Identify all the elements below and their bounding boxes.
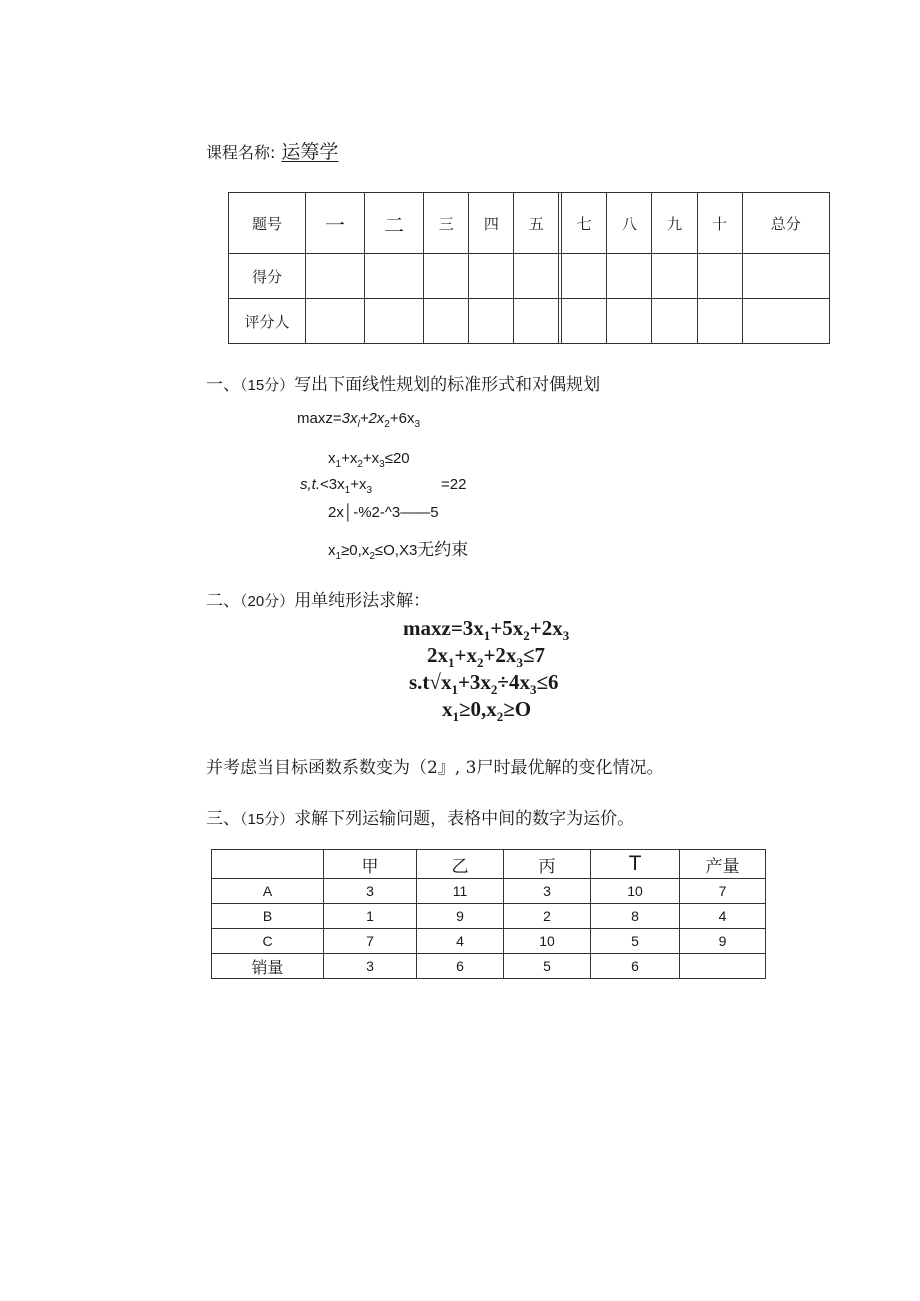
score-cell <box>514 254 559 299</box>
grader-cell <box>742 299 829 344</box>
course-header <box>206 137 338 164</box>
transport-cell: 5 <box>591 929 680 954</box>
q1-constraint-4: $x_1\ge 0,x_2\le O,X3$无约束 <box>328 540 469 562</box>
transport-cell: 4 <box>680 904 766 929</box>
transport-cell: 9 <box>680 929 766 954</box>
score-row-label: 题号 <box>229 193 306 254</box>
grader-cell <box>469 299 514 344</box>
transport-header-cell: 乙 <box>417 850 504 879</box>
q1-number: 一、 <box>206 375 240 395</box>
q2-points: （20分） <box>240 593 295 610</box>
score-col-header: 三 <box>424 193 469 254</box>
q2-constraint-2: $s.t√x_1+3x_2\div 4x_3\le 6$ <box>409 670 559 698</box>
grader-cell <box>697 299 742 344</box>
score-cell <box>742 254 829 299</box>
score-col-header: 八 <box>607 193 652 254</box>
score-cell <box>697 254 742 299</box>
transport-header-cell <box>212 850 324 879</box>
transport-row-label: A <box>212 879 324 904</box>
score-col-header: 四 <box>469 193 514 254</box>
q2-constraint-3: $x_1\ge 0,x_2\ge O$ <box>442 697 532 725</box>
transport-header-row <box>212 850 766 879</box>
score-row-label: 得分 <box>229 254 306 299</box>
score-col-header: 一 <box>306 193 365 254</box>
grader-row <box>229 299 830 344</box>
transport-header-cell: 甲 <box>324 850 417 879</box>
q2-heading <box>206 586 430 611</box>
transport-header-cell: T <box>591 850 680 879</box>
transport-table <box>211 849 766 979</box>
score-col-header: 十 <box>697 193 742 254</box>
transport-row-label: 销量 <box>212 954 324 979</box>
transport-cell: 6 <box>591 954 680 979</box>
course-label: 课程名称: <box>206 143 276 162</box>
q1-heading <box>206 370 600 395</box>
q1-objective: $\max z=3x_l+2x_2+6x_3$ <box>297 410 421 430</box>
transport-cell: 11 <box>417 879 504 904</box>
score-cell <box>652 254 697 299</box>
transport-cell <box>680 954 766 979</box>
transport-cell: 10 <box>591 879 680 904</box>
q3-number: 三、 <box>206 809 240 829</box>
score-cell <box>424 254 469 299</box>
transport-cell: 4 <box>417 929 504 954</box>
q3-prompt: 求解下列运输问题，表格中间的数字为运价。 <box>294 809 635 829</box>
transport-cell: 5 <box>504 954 591 979</box>
q2-constraint-1: $2x_1+x_2+2x_3\le 7$ <box>427 643 545 671</box>
transport-cell: 3 <box>324 954 417 979</box>
transport-header-cell: 产量 <box>680 850 766 879</box>
transport-row <box>212 929 766 954</box>
q2-number: 二、 <box>206 591 240 611</box>
q2-note: 并考虑当目标函数系数变为（2』, 3尸时最优解的变化情况。 <box>206 758 664 778</box>
q1-points: （15分） <box>240 377 295 394</box>
transport-cell: 10 <box>504 929 591 954</box>
grader-cell <box>607 299 652 344</box>
transport-row-label: C <box>212 929 324 954</box>
q3-points: （15分） <box>240 811 295 828</box>
transport-cell: 7 <box>324 929 417 954</box>
score-cell <box>562 254 607 299</box>
score-row <box>229 254 830 299</box>
score-header-row <box>229 193 830 254</box>
grader-cell <box>306 299 365 344</box>
transport-cell: 8 <box>591 904 680 929</box>
transport-cell: 1 <box>324 904 417 929</box>
score-table <box>228 192 830 344</box>
score-col-header: 七 <box>562 193 607 254</box>
score-cell <box>365 254 424 299</box>
transport-cell: 3 <box>324 879 417 904</box>
transport-cell: 9 <box>417 904 504 929</box>
score-cell <box>607 254 652 299</box>
transport-cell: 3 <box>504 879 591 904</box>
q1-constraint-2: $s,t.<3x_1+x_3$ <box>300 476 373 496</box>
transport-cell: 7 <box>680 879 766 904</box>
transport-row <box>212 879 766 904</box>
grader-cell <box>514 299 559 344</box>
grader-cell <box>424 299 469 344</box>
score-col-header: 九 <box>652 193 697 254</box>
score-cell <box>469 254 514 299</box>
q2-objective: $\max z=3x_1+5x_2+2x_3$ <box>403 616 570 644</box>
score-cell <box>306 254 365 299</box>
q1-constraint-2-rhs: =22 <box>441 476 467 493</box>
transport-row <box>212 904 766 929</box>
transport-cell: 6 <box>417 954 504 979</box>
transport-header-cell: 丙 <box>504 850 591 879</box>
transport-cell: 2 <box>504 904 591 929</box>
score-col-header: 总分 <box>742 193 829 254</box>
q1-constraint-3: 2x│-%2-^3——5 <box>328 504 439 521</box>
transport-row-label: B <box>212 904 324 929</box>
course-name: 运筹学 <box>281 141 339 163</box>
grader-cell <box>365 299 424 344</box>
q1-prompt: 写出下面线性规划的标准形式和对偶规划 <box>294 375 601 395</box>
transport-row <box>212 954 766 979</box>
score-col-header: 二 <box>365 193 424 254</box>
q3-heading <box>206 804 634 829</box>
score-col-header: 五 <box>514 193 559 254</box>
grader-cell <box>562 299 607 344</box>
q2-prompt: 用单纯形法求解： <box>294 591 431 611</box>
q1-constraint-1: $x_1+x_2+x_3\le 20$ <box>328 450 410 470</box>
grader-cell <box>652 299 697 344</box>
score-row-label: 评分人 <box>229 299 306 344</box>
